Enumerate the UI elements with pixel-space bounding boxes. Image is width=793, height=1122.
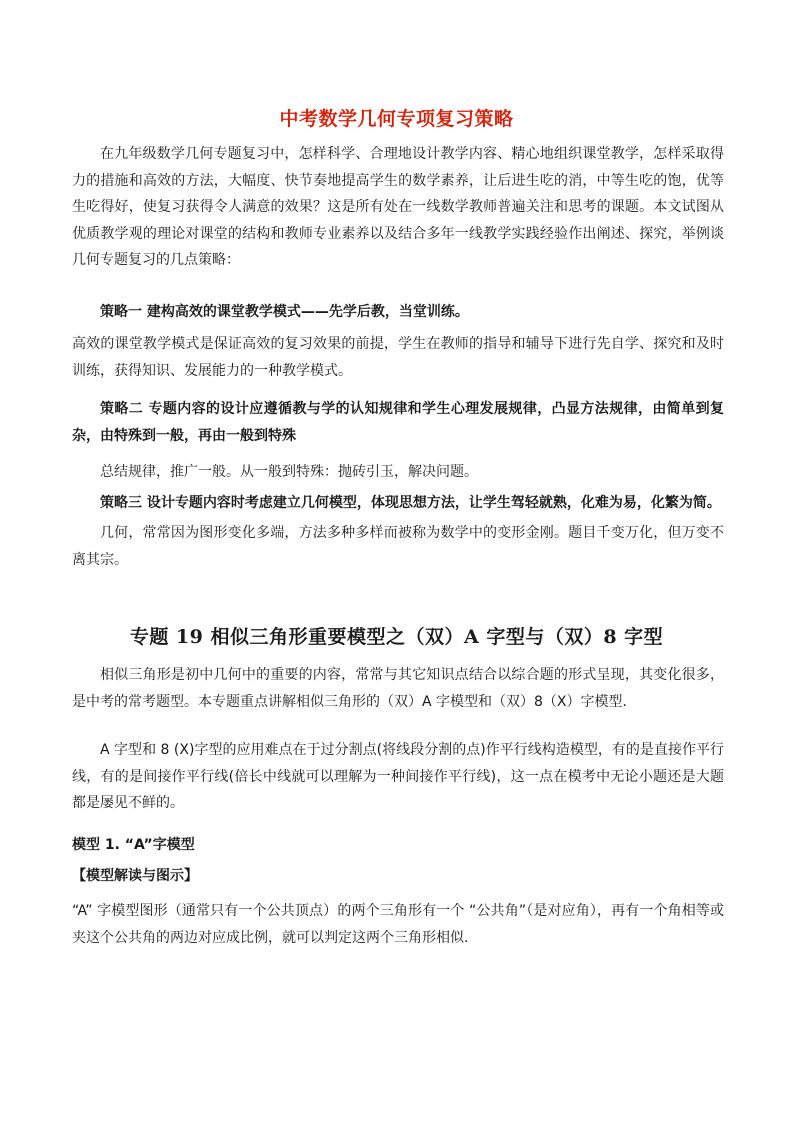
topic-difficulty-paragraph: A 字型和 8 (X)字型的应用难点在于过分割点(将线段分割的点)作平行线构造模型，有的是直接作平行线，有的是间接作平行线(倍长中线就可以理解为一种间接作平行线)，这一点在模考中无论小题还是大题都是屡见不鲜的。 <box>72 742 724 811</box>
topic-title: 专题 19 相似三角形重要模型之（双）A 字型与（双）8 字型 <box>129 626 664 648</box>
strategy-3-body: 几何，常常因为图形变化多端，方法多种多样而被称为数学中的变形金刚。题目千变万化，但万变不离其宗。 <box>72 525 724 568</box>
strategy-2-heading: 策略二 专题内容的设计应遵循教与学的认知规律和学生心理发展规律，凸显方法规律，由简单到复杂，由特殊到一般，再由一般到特殊 <box>72 401 724 444</box>
topic-intro-paragraph: 相似三角形是初中几何中的重要的内容，常常与其它知识点结合以综合题的形式呈现，其变化很多，是中考的常考题型。本专题重点讲解相似三角形的（双）A 字模型和（双）8（X）字模型． <box>72 667 724 710</box>
strategy-2-body: 总结规律，推广一般。从一般到特殊：抛砖引玉，解决问题。 <box>100 464 478 480</box>
model-description-paragraph: “A” 字模型图形（通常只有一个公共顶点）的两个三角形有一个 “公共角”（是对应角），再有一个角相等或夹这个公共角的两边对应成比例，就可以判定这两个三角形相似． <box>72 903 724 946</box>
document-title: 中考数学几何专项复习策略 <box>279 108 514 130</box>
strategy-3-heading: 策略三 设计专题内容时考虑建立几何模型，体现思想方法，让学生驾轻就熟，化难为易，化繁为简。 <box>100 495 721 511</box>
strategy-1-heading: 策略一 建构高效的课堂教学模式——先学后教，当堂训练。 <box>100 304 469 320</box>
intro-paragraph: 在九年级数学几何专题复习中，怎样科学、合理地设计教学内容、精心地组织课堂教学，怎样采取得力的措施和高效的方法，大幅度、快节奏地提高学生的数学素养，让后进生吃的消，中等生吃的饱，优等生吃得好，使复习获得令人满意的效果？这是所有处在一线数学教师普遍关注和思考的课题。本文试图从优质教学观的理论对课堂的结构和教师专业素养以及结合多年一线教学实践经验作出阐述、探究，举例谈几何专题复习的几点策略： <box>72 146 724 268</box>
strategy-1-body: 高效的课堂教学模式是保证高效的复习效果的前提，学生在教师的指导和辅导下进行先自学、探究和及时训练，获得知识、发展能力的一种教学模式。 <box>72 336 724 379</box>
model-1-heading: 模型 1. “A”字模型 <box>72 837 195 853</box>
model-interpretation-heading: 【模型解读与图示】 <box>72 868 198 884</box>
